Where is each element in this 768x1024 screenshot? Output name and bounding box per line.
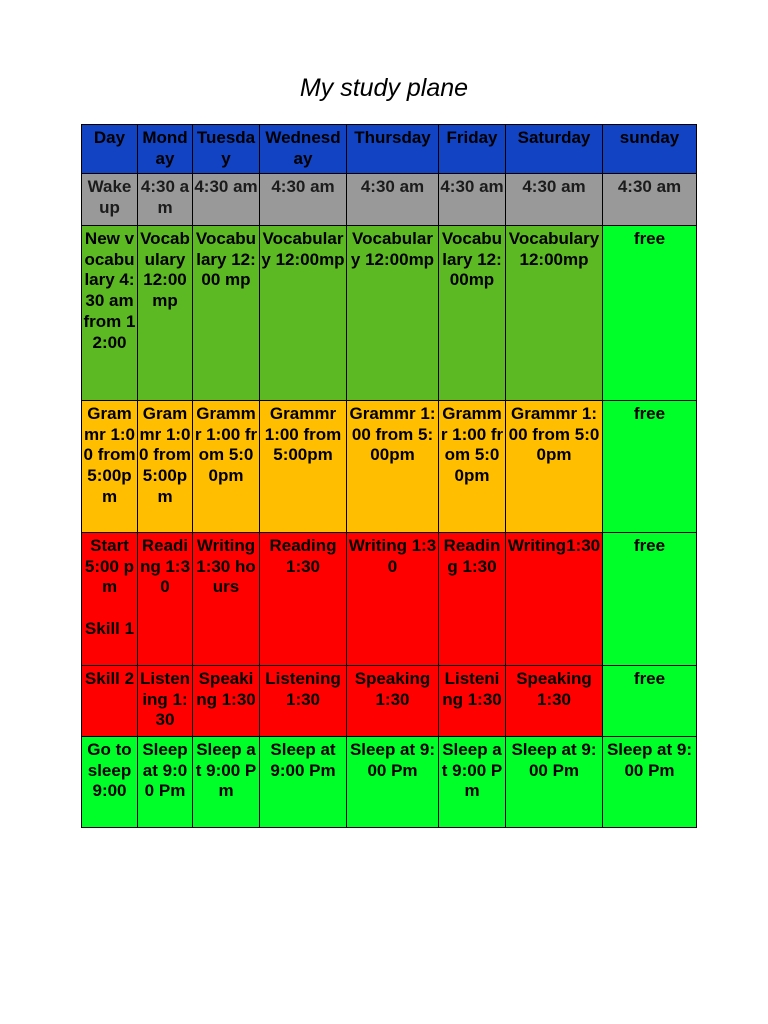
table-cell-free: free [603, 533, 697, 666]
table-cell: Start 5:00 pm Skill 1 [82, 533, 138, 666]
table-cell: Skill 2 [82, 666, 138, 737]
table-row-wake-up [82, 174, 697, 226]
table-cell: 4:30 am [439, 174, 506, 226]
table-row-grammar [82, 401, 697, 533]
table-cell: Listening 1:30 [260, 666, 347, 737]
table-cell: Reading 1:30 [439, 533, 506, 666]
table-row-skill-2 [82, 666, 697, 737]
table-cell: Go to sleep 9:00 [82, 737, 138, 828]
header-cell-wednesday: Wednesday [260, 125, 347, 174]
table-cell: Grammr 1:00 from 5:00pm [138, 401, 193, 533]
table-cell: Sleep at 9:00 Pm [603, 737, 697, 828]
header-cell-saturday: Saturday [506, 125, 603, 174]
table-cell: Speaking 1:30 [347, 666, 439, 737]
table-cell: Grammr 1:00 from 5:00pm [260, 401, 347, 533]
table-cell: Vocabulary 12:00mp [260, 226, 347, 401]
table-cell: Vocabulary 12:00 mp [138, 226, 193, 401]
header-cell-thursday: Thursday [347, 125, 439, 174]
table-cell: Grammr 1:00 from 5:00pm [193, 401, 260, 533]
table-cell: Vocabulary 12:00 mp [193, 226, 260, 401]
table-cell: Sleep at 9:00 Pm [439, 737, 506, 828]
table-cell: Reading 1:30 [138, 533, 193, 666]
table-cell: Writing 1:30 hours [193, 533, 260, 666]
table-cell: Vocabulary 12:00mp [506, 226, 603, 401]
table-cell: Grammr 1:00 from 5:00pm [347, 401, 439, 533]
table-cell-free: free [603, 226, 697, 401]
table-cell: New vocabulary 4:30 am from 12:00 [82, 226, 138, 401]
table-cell: Writing 1:30 [347, 533, 439, 666]
page-title: My study plane [299, 74, 469, 102]
table-cell-free: free [603, 401, 697, 533]
header-cell-day: Day [82, 125, 138, 174]
header-cell-monday: Monday [138, 125, 193, 174]
table-cell: Listening 1:30 [138, 666, 193, 737]
table-cell: 4:30 am [138, 174, 193, 226]
header-cell-tuesday: Tuesday [193, 125, 260, 174]
table-cell: 4:30 am [347, 174, 439, 226]
table-cell: Sleep at 9:00 Pm [506, 737, 603, 828]
table-cell: Grammr 1:00 from 5:00pm [506, 401, 603, 533]
table-cell: Listening 1:30 [439, 666, 506, 737]
table-cell: Reading 1:30 [260, 533, 347, 666]
table-cell: Grammr 1:00 from 5:00pm [439, 401, 506, 533]
header-cell-friday: Friday [439, 125, 506, 174]
table-cell: Sleep at 9:00 Pm [193, 737, 260, 828]
table-cell-free: free [603, 666, 697, 737]
table-cell: 4:30 am [193, 174, 260, 226]
header-cell-sunday: sunday [603, 125, 697, 174]
table-row-vocabulary [82, 226, 697, 401]
table-cell: Sleep at 9:00 Pm [138, 737, 193, 828]
table-cell: 4:30 am [260, 174, 347, 226]
table-header-row [82, 125, 697, 174]
table-cell: Speaking 1:30 [506, 666, 603, 737]
table-cell: Grammr 1:00 from 5:00pm [82, 401, 138, 533]
table-row-skill-1 [82, 533, 697, 666]
table-cell: 4:30 am [506, 174, 603, 226]
table-cell: Sleep at 9:00 Pm [347, 737, 439, 828]
table-cell: Wake up [82, 174, 138, 226]
table-cell: 4:30 am [603, 174, 697, 226]
table-row-sleep [82, 737, 697, 828]
table-cell: Vocabulary 12:00mp [439, 226, 506, 401]
study-plan-table [81, 124, 697, 828]
table-cell: Writing1:30 [506, 533, 603, 666]
table-cell: Speaking 1:30 [193, 666, 260, 737]
table-cell: Vocabulary 12:00mp [347, 226, 439, 401]
table-cell: Sleep at 9:00 Pm [260, 737, 347, 828]
